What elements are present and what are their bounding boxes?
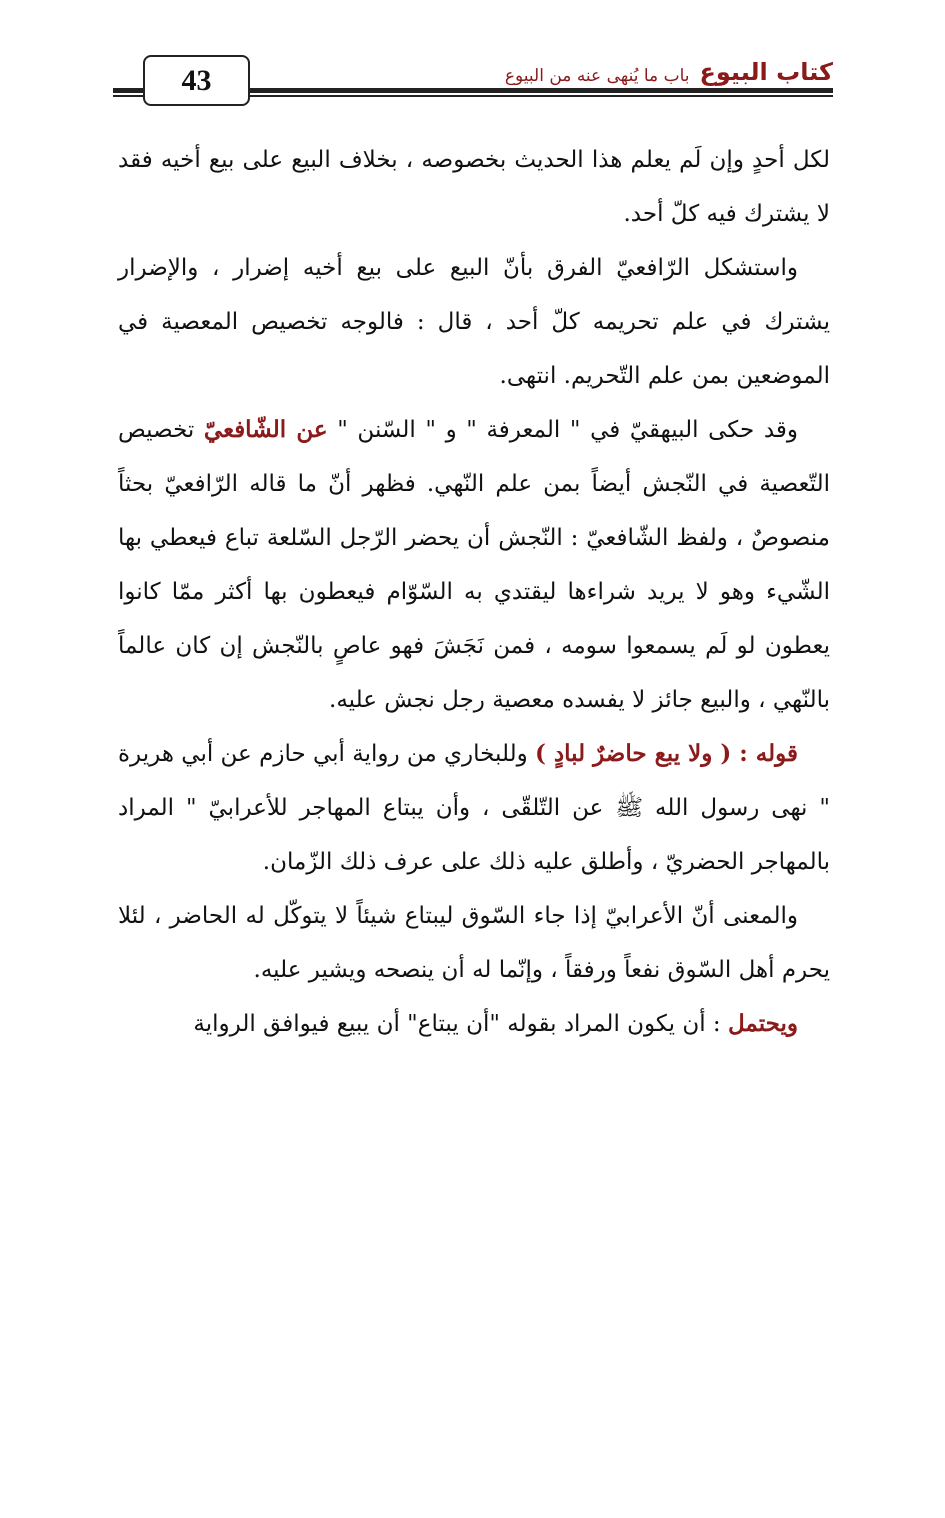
- paragraph-3-text-before: وقد حكى البيهقيّ في " المعرفة " و " السّنن ": [337, 417, 798, 443]
- page-body: [118, 133, 830, 1051]
- header-titles: [505, 50, 833, 86]
- paragraph-6: [118, 997, 830, 1051]
- chapter-title: باب ما يُنهى عنه من البيوع: [504, 66, 690, 86]
- paragraph-5: والمعنى أنّ الأعرابيّ إذا جاء السّوق ليبتاع شيئاً لا يتوكّل له الحاضر ، لئلا يحرم أهل السّوق نفعاً ورفقاً ، وإنّما له أن ينصحه ويشير عليه.: [118, 903, 830, 983]
- paragraph-6-text: : أن يكون المراد بقوله "أن يبتاع" أن يبيع فيوافق الرواية: [193, 1011, 721, 1037]
- book-title: كتاب البيوع: [699, 58, 833, 86]
- paragraph-1: لكل أحدٍ وإن لَم يعلم هذا الحديث بخصوصه ، بخلاف البيع على بيع أخيه فقد لا يشترك فيه كلّ أحد.: [118, 147, 830, 227]
- page-header: [113, 50, 833, 110]
- paragraph-4-heading: قوله : ( ولا يبع حاضرٌ لبادٍ ): [535, 740, 799, 767]
- paragraph-2: واستشكل الرّافعيّ الفرق بأنّ البيع على بيع أخيه إضرار ، والإضرار يشترك في علم تحريمه كلّ أحد ، قال : فالوجه تخصيص المعصية في الموضعين بمن علم التّحريم. انتهى.: [118, 255, 830, 389]
- paragraph-4: [118, 727, 830, 889]
- paragraph-3-highlight: عن الشّافعيّ: [203, 416, 328, 443]
- paragraph-4-text: وللبخاري من رواية أبي حازم عن أبي هريرة " نهى رسول الله ﷺ عن التّلقّى ، وأن يبتاع المهاجر للأعرابيّ " المراد بالمهاجر الحضريّ ، وأطلق عليه ذلك على عرف ذلك الزّمان.: [118, 741, 830, 875]
- paragraph-3-text-after: تخصيص التّعصية في النّجش أيضاً بمن علم النّهي. فظهر أنّ ما قاله الرّافعيّ بحثاً منصوصٌ ، ولفظ الشّافعيّ : النّجش أن يحضر الرّجل السّلعة تباع فيعطي بها الشّيء وهو لا يريد شراءها ليقتدي به السّوّام فيعطون بها أكثر ممّا كانوا يعطون لو لَم يسمعوا سومه ، فمن نَجَشَ فهو عاصٍ بالنّجش إن كان عالماً بالنّهي ، والبيع جائز لا يفسده معصية رجل نجش عليه.: [118, 417, 830, 713]
- paragraph-6-heading: ويحتمل: [727, 1010, 798, 1037]
- paragraph-3: [118, 403, 830, 727]
- page-number: 43: [143, 55, 250, 106]
